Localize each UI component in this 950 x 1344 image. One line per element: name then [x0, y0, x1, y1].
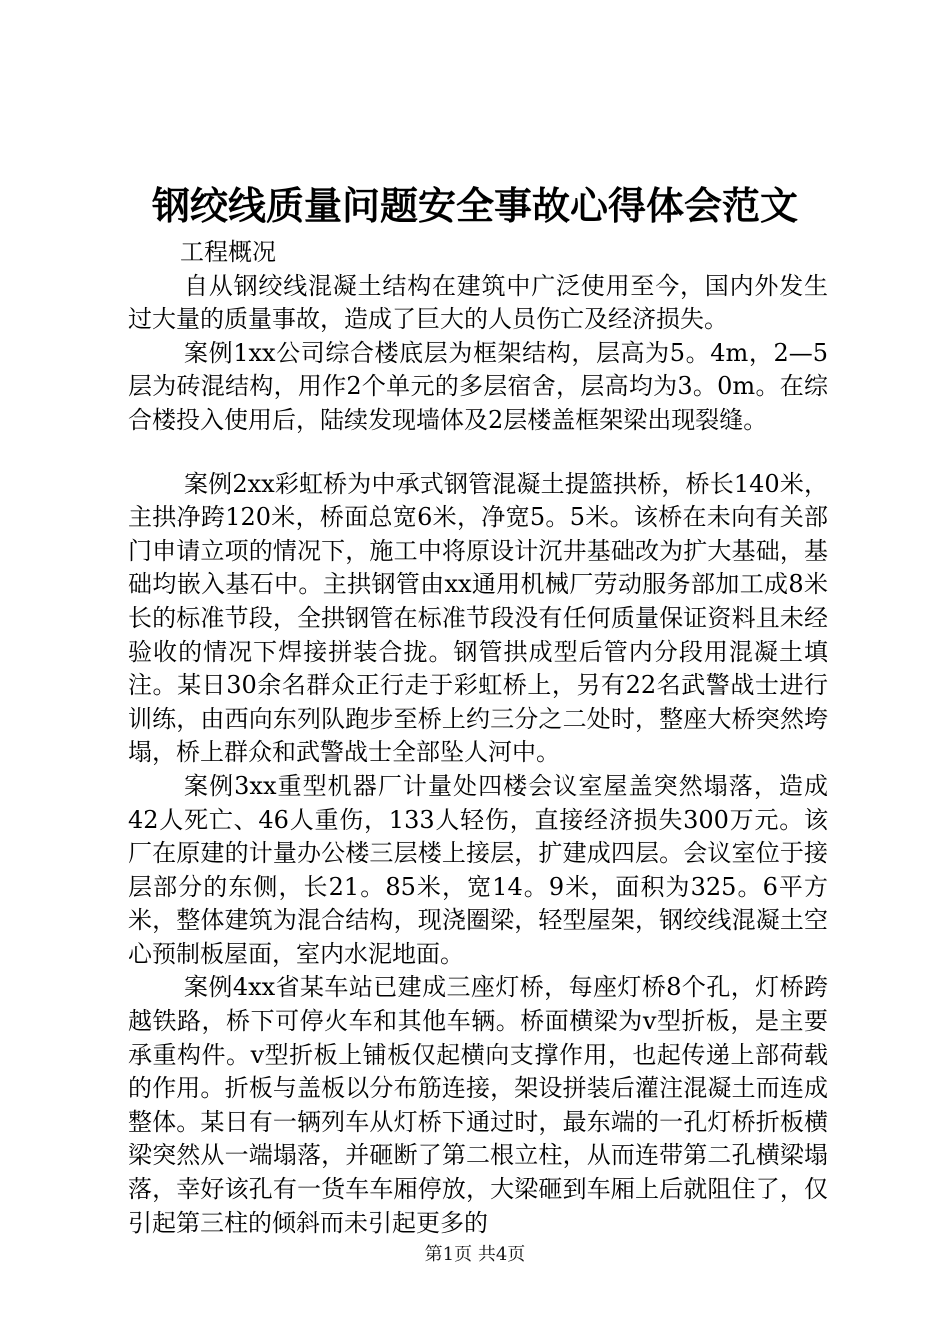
paragraph-case-1: 案例1xx公司综合楼底层为框架结构，层高为5。4m，2—5层为砖混结构，用作2个单元的多层宿舍，层高均为3。0m。在综合楼投入使用后，陆续发现墙体及2层楼盖框架梁出现裂缝。 — [128, 338, 828, 434]
paragraph-case-3: 案例3xx重型机器厂计量处四楼会议室屋盖突然塌落，造成42人死亡、46人重伤，133人轻伤，直接经济损失300万元。该厂在原建的计量办公楼三层楼上接层，扩建成四层。会议室位于接层部分的东侧，长21。85米，宽14。9米，面积为325。6平方米，整体建筑为混合结构，现浇圈梁，轻型屋架，钢绞线混凝土空心预制板屋面，室内水泥地面。 — [128, 771, 828, 968]
paragraph-case-2: 案例2xx彩虹桥为中承式钢管混凝土提篮拱桥，桥长140米，主拱净跨120米，桥面总宽6米，净宽5。5米。该桥在未向有关部门申请立项的情况下，施工中将原设计沉井基础改为扩大基础，基础均嵌入基石中。主拱钢管由xx通用机械厂劳动服务部加工成8米长的标准节段，全拱钢管在标准节段没有任何质量保证资料且未经验收的情况下焊接拼装合拢。钢管拱成型后管内分段用混凝土填注。某日30余名群众正行走于彩虹桥上，另有22名武警战士进行训练，由西向东列队跑步至桥上约三分之二处时，整座大桥突然垮塌，桥上群众和武警战士全部坠人河中。 — [128, 469, 828, 767]
paragraph-intro: 自从钢绞线混凝土结构在建筑中广泛使用至今，国内外发生过大量的质量事故，造成了巨大的人员伤亡及经济损失。 — [128, 271, 828, 334]
paragraph-case-4: 案例4xx省某车站已建成三座灯桥，每座灯桥8个孔，灯桥跨越铁路，桥下可停火车和其他车辆。桥面横梁为v型折板，是主要承重构件。v型折板上铺板仅起横向支撑作用，也起传递上部荷载的作用。折板与盖板以分布筋连接，架设拼装后灌注混凝土而连成整体。某日有一辆列车从灯桥下通过时，最东端的一孔灯桥折板横梁突然从一端塌落，并砸断了第二根立柱，从而连带第二孔横梁塌落，幸好该孔有一货车车厢停放，大梁砸到车厢上后就阻住了，仅引起第三柱的倾斜而未引起更多的 — [128, 973, 828, 1237]
section-heading-project-overview: 工程概况 — [180, 238, 276, 266]
document-body — [128, 236, 828, 1240]
page-number-footer: 第1页 共4页 — [424, 1244, 526, 1265]
document-title: 钢绞线质量问题安全事故心得体会范文 — [151, 183, 798, 228]
